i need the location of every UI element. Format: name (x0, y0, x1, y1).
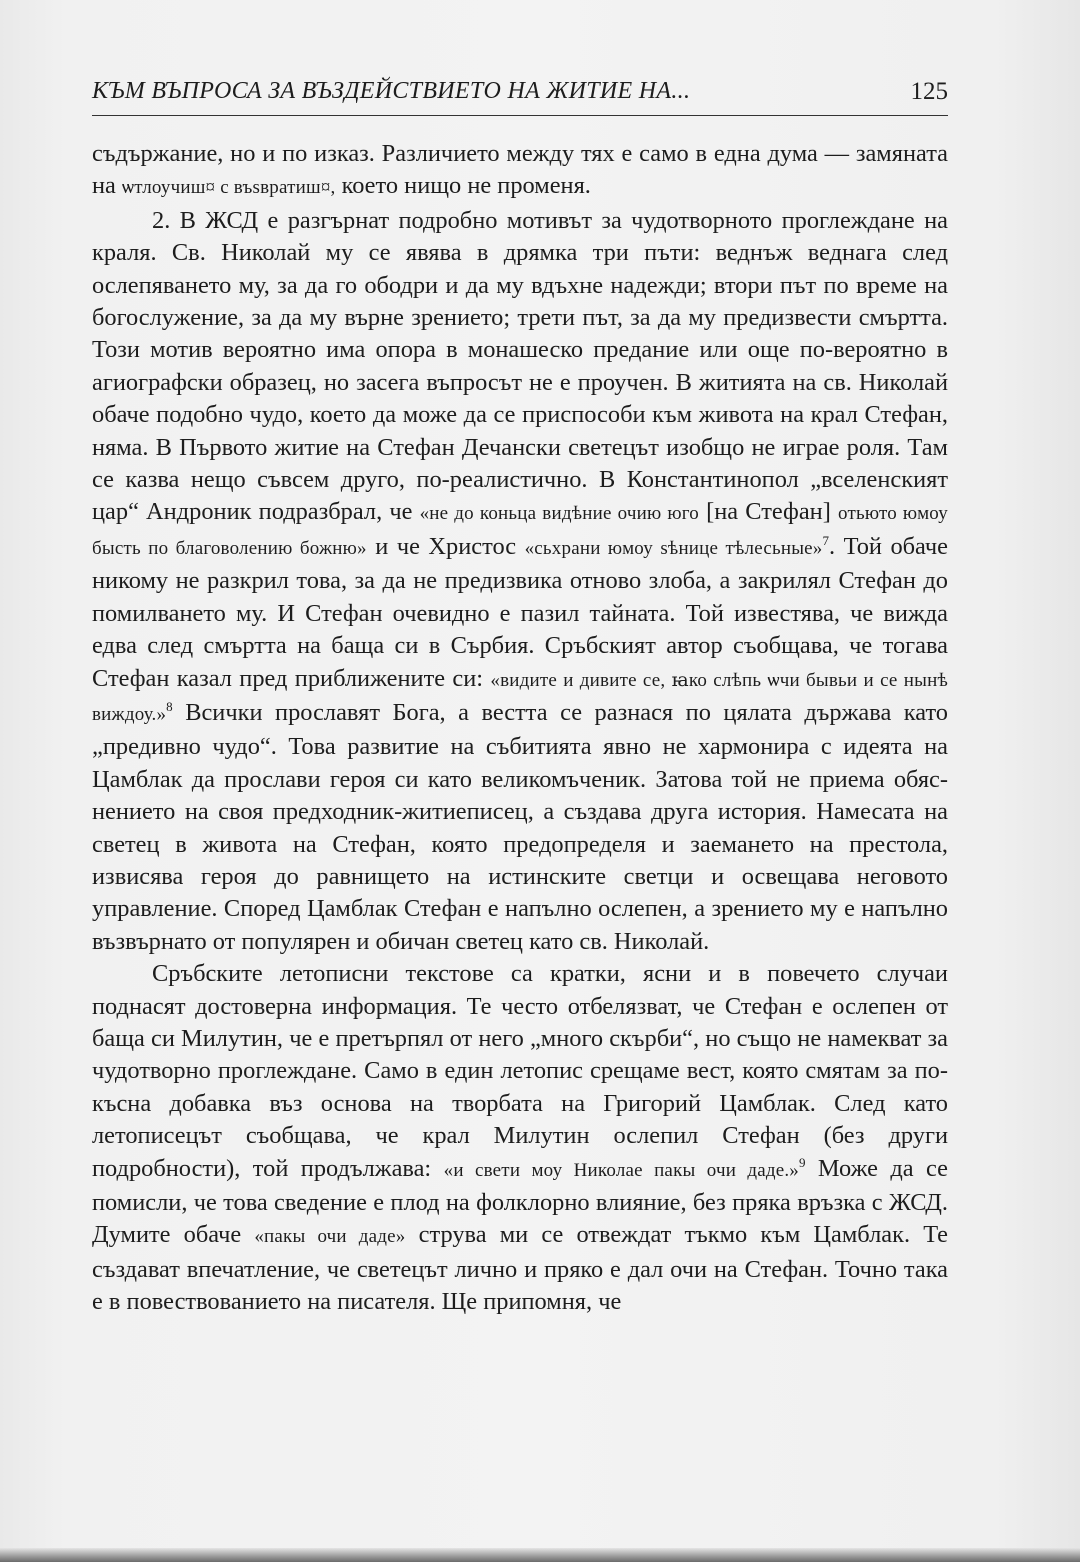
text-run: [на Стефан] (698, 498, 838, 526)
text-run: . Той обаче никому не разкрил това, за да не предизвика отново злоба, а закрилял Стефан до помилването му. И Стефан очевидно е пазил тайната. Той известява, че вижда едва след смъртта на баща си в Сърбия. Сръбският автор съобщава, че тогава Стефан казал пред приближените си: (92, 532, 948, 692)
page-number: 125 (910, 78, 948, 105)
church-slavonic-quote: «не до коньца видѣние очию юго (419, 503, 699, 525)
church-slavonic-quote: «пакы очи даде» (254, 1226, 406, 1248)
text-run: Всички прославят Бога, а вестта се разнася по цялата държава като „предивно чудо“. Това развитие на събитията явно не хармонира с идеята на Цамблак да прослави героя си като великомъченик. Затова той не приема обяснението на своя предходник-житиеписец, а създава друга история. Намесата на светец в живота на Стефан, която предопределя и заемането на престола, извисява героя до равнището на истинските светци и освещава неговото управление. Според Цамблак Стефан е напълно ослепен, а зрението му е напълно възвърнато от популярен и обичан светец като св. Николай. (92, 698, 948, 955)
church-slavonic-quote: «видите и дивите се, ꙗко слѣпь ѡчи бывьи и се нынѣ виждоу.» (92, 669, 948, 725)
text-run: съдържание, но и по изказ. Различието между тях е само в една дума — замяната на (92, 140, 948, 200)
header-rule (92, 115, 948, 116)
church-slavonic-quote: отьюто юмоу бысть по благоволению божню» (92, 503, 948, 559)
footnote-ref: 8 (166, 698, 173, 714)
page-bottom-edge (0, 1548, 1080, 1562)
text-run: и че Христос (366, 532, 525, 560)
text-run: струва ми се отвеждат тъкмо към Цамблак. Те създават впечатление, че светецът лично и пряко е дал очи на Стефан. Точно така е в повествованието на писателя. Ще припомня, че (92, 1221, 948, 1316)
church-slavonic-quote: «и свети моу Николае пакы очи даде.» (443, 1159, 799, 1181)
body-text (92, 138, 948, 1319)
paragraph-3 (92, 958, 948, 1318)
page-header (92, 78, 948, 112)
text-run: Може да се помисли, че това сведение е плод на фолклорно влияние, без пряка връзка с ЖСД. Думите обаче (92, 1154, 948, 1249)
text-run: 2. В ЖСД е разгърнат подробно мотивът за чудотворното проглеждане на краля. Св. Николай му се явява в дрямка три пъти: веднъж веднага след ослепяването му, за да го ободри и да му вдъхне надежди; втори път по време на богослужение, за да му върне зрението; трети път, за да му предизвести смъртта. Този мотив вероятно има опора в монашеско предание или още по-вероятно в агиографски образец, но засега въпросът не е проучен. В житията на св. Николай обаче подобно чудо, което да може да се приспособи към живота на крал Стефан, няма. В Първото житие на Стефан Дечански светецът изобщо не играе роля. Там се казва нещо съвсем друго, по-реалистично. В Константинопол „вселенският цар“ Андроник подразбрал, че (92, 206, 948, 526)
paragraph-1 (92, 138, 948, 205)
church-slavonic-quote: «сьхрани юмоу ѕѣницe тѣлесьные» (524, 537, 823, 559)
text-run: което нищо не променя. (335, 172, 591, 200)
footnote-ref: 7 (822, 532, 830, 548)
paragraph-2 (92, 205, 948, 958)
church-slavonic-quote: ѡтлоучиш¤ с въѕвратиш¤, (121, 177, 336, 199)
text-run: Сръбските летописни текстове са кратки, ясни и в повечето случаи поднасят достоверна информация. Те често отбелязват, че Стефан е ослепен от баща си Милутин, че е претърпял от него „много скърби“, но също не намекват за чудотворно проглеждане. Само в един летопис срещаме вест, която смятам за по-късна добавка въз основа на творбата на Григорий Цамблак. След като летописецът съобщава, че крал Милутин ослепил Стефан (без други подробности), той продължава: (92, 960, 948, 1182)
footnote-ref: 9 (799, 1154, 806, 1170)
running-title: КЪМ ВЪПРОСА ЗА ВЪЗДЕЙСТВИЕТО НА ЖИТИЕ НА... (92, 78, 691, 104)
